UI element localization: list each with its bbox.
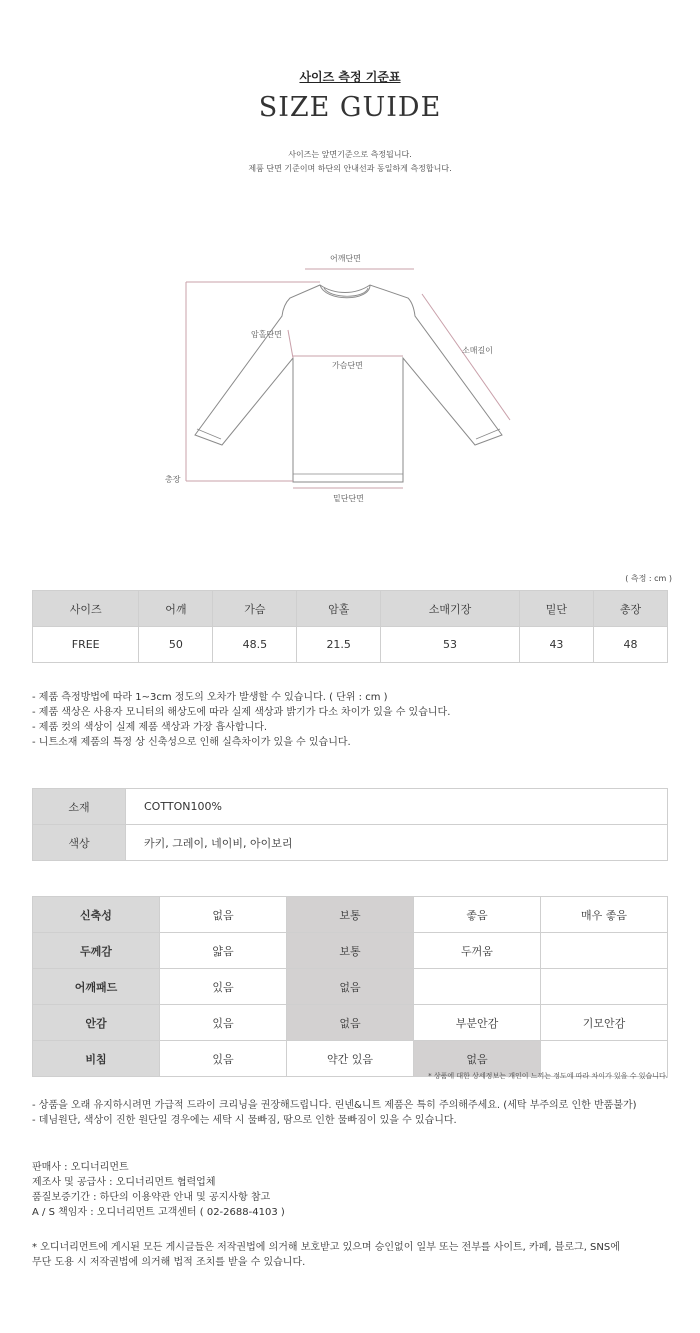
feature-option: 두꺼움 bbox=[414, 933, 541, 969]
table-row bbox=[33, 627, 668, 663]
table-cell: 48.5 bbox=[213, 627, 297, 663]
care-line: - 상품을 오래 유지하시려면 가급적 드라이 크리닝을 권장해드립니다. 린넨&니트 제품은 특히 주의해주세요. (세탁 부주의로 인한 반품불가) bbox=[32, 1100, 637, 1111]
feature-option: 있음 bbox=[160, 969, 287, 1005]
table-cell: 43 bbox=[519, 627, 593, 663]
header-cell: 사이즈 bbox=[33, 591, 139, 627]
header-cell: 총장 bbox=[593, 591, 667, 627]
sweater-outline bbox=[195, 285, 502, 482]
unit-label: ( 측정 : cm ) bbox=[625, 574, 672, 583]
feature-footnote: * 상품에 대한 상세정보는 개인이 느끼는 정도에 따라 차이가 있을 수 있습니다. bbox=[428, 1072, 668, 1080]
armhole-line bbox=[288, 330, 293, 358]
feature-option-selected: 보통 bbox=[287, 897, 414, 933]
hem-label: 밑단단면 bbox=[333, 494, 364, 503]
note-line: - 제품 색상은 사용자 모니터의 해상도에 따라 실제 색상과 밝기가 다소 차이가 있을 수 있습니다. bbox=[32, 707, 451, 718]
page-title: SIZE GUIDE bbox=[258, 92, 442, 123]
measurement-notes bbox=[32, 690, 450, 750]
measure-note-2: 제품 단면 기준이며 하단의 안내선과 동일하게 측정합니다. bbox=[248, 164, 452, 173]
color-label: 색상 bbox=[33, 825, 126, 861]
copyright-notice bbox=[32, 1240, 682, 1270]
chest-label: 가슴단면 bbox=[332, 361, 363, 370]
sleeve-label: 소매길이 bbox=[462, 346, 493, 355]
care-notes bbox=[32, 1098, 637, 1128]
feature-option-selected: 보통 bbox=[287, 933, 414, 969]
feature-option bbox=[414, 969, 541, 1005]
feature-row-shoulder-pad bbox=[33, 969, 668, 1005]
note-line: - 제품 측정방법에 따라 1~3cm 정도의 오차가 발생할 수 있습니다. ( 단위 : cm ) bbox=[32, 692, 388, 703]
info-line: 제조사 및 공급사 : 오디너리먼트 협력업체 bbox=[32, 1177, 216, 1188]
feature-option bbox=[541, 969, 668, 1005]
feature-option bbox=[541, 933, 668, 969]
feature-option: 약간 있음 bbox=[287, 1041, 414, 1077]
armhole-label: 암홀단면 bbox=[251, 330, 282, 339]
table-cell: FREE bbox=[33, 627, 139, 663]
table-cell: 21.5 bbox=[297, 627, 381, 663]
feature-option: 있음 bbox=[160, 1005, 287, 1041]
note-line: - 제품 컷의 색상이 실제 제품 색상과 가장 흡사합니다. bbox=[32, 722, 268, 733]
feature-table bbox=[32, 896, 668, 1077]
measure-note-1: 사이즈는 앞면기준으로 측정됩니다. bbox=[288, 150, 412, 159]
feature-option-selected: 없음 bbox=[414, 1041, 541, 1077]
feature-option: 매우 좋음 bbox=[541, 897, 668, 933]
feature-label: 안감 bbox=[33, 1005, 160, 1041]
material-row bbox=[33, 789, 668, 825]
header-cell: 밑단 bbox=[519, 591, 593, 627]
table-cell: 50 bbox=[139, 627, 213, 663]
feature-option-selected: 없음 bbox=[287, 1005, 414, 1041]
feature-row-thickness bbox=[33, 933, 668, 969]
info-line: 판매사 : 오디너리먼트 bbox=[32, 1162, 129, 1173]
header-cell: 암홀 bbox=[297, 591, 381, 627]
material-label: 소재 bbox=[33, 789, 126, 825]
size-table bbox=[32, 590, 668, 663]
size-table-header bbox=[33, 591, 668, 627]
feature-label: 어깨패드 bbox=[33, 969, 160, 1005]
feature-option: 부분안감 bbox=[414, 1005, 541, 1041]
material-value: COTTON100% bbox=[126, 789, 668, 825]
copyright-line: * 오디너리먼트에 게시된 모든 게시글들은 저작권법에 의거해 보호받고 있으며 승인없이 일부 또는 전부를 사이트, 카페, 블로그, SNS에 bbox=[32, 1242, 620, 1253]
seller-info bbox=[32, 1160, 285, 1220]
header-cell: 어깨 bbox=[139, 591, 213, 627]
feature-label: 두께감 bbox=[33, 933, 160, 969]
info-line: 품질보증기간 : 하단의 이용약관 안내 및 공지사항 참고 bbox=[32, 1192, 271, 1203]
feature-label: 비침 bbox=[33, 1041, 160, 1077]
material-table bbox=[32, 788, 668, 861]
sleeve-line bbox=[422, 294, 510, 420]
header-cell: 가슴 bbox=[213, 591, 297, 627]
table-cell: 48 bbox=[593, 627, 667, 663]
copyright-line: 무단 도용 시 저작권법에 의거해 법적 조치를 받을 수 있습니다. bbox=[32, 1257, 306, 1268]
care-line: - 데님원단, 색상이 진한 원단일 경우에는 세탁 시 물빠짐, 땀으로 인한 물빠짐이 있을 수 있습니다. bbox=[32, 1115, 457, 1126]
page-subtitle: 사이즈 측정 기준표 bbox=[299, 70, 401, 84]
color-row bbox=[33, 825, 668, 861]
feature-row-lining bbox=[33, 1005, 668, 1041]
feature-option: 얇음 bbox=[160, 933, 287, 969]
feature-label: 신축성 bbox=[33, 897, 160, 933]
info-line: A / S 책임자 : 오디너리먼트 고객센터 ( 02-2688-4103 ) bbox=[32, 1207, 285, 1218]
length-label: 총장 bbox=[165, 475, 181, 484]
garment-diagram bbox=[150, 250, 550, 510]
feature-option: 좋음 bbox=[414, 897, 541, 933]
header-cell: 소매기장 bbox=[381, 591, 520, 627]
color-value: 카키, 그레이, 네이비, 아이보리 bbox=[126, 825, 668, 861]
feature-option: 있음 bbox=[160, 1041, 287, 1077]
feature-option: 기모안감 bbox=[541, 1005, 668, 1041]
shoulder-label: 어깨단면 bbox=[330, 254, 361, 263]
feature-option-selected: 없음 bbox=[287, 969, 414, 1005]
feature-option: 없음 bbox=[160, 897, 287, 933]
note-line: - 니트소재 제품의 특정 상 신축성으로 인해 실측차이가 있을 수 있습니다. bbox=[32, 737, 351, 748]
table-cell: 53 bbox=[381, 627, 520, 663]
feature-row-stretch bbox=[33, 897, 668, 933]
